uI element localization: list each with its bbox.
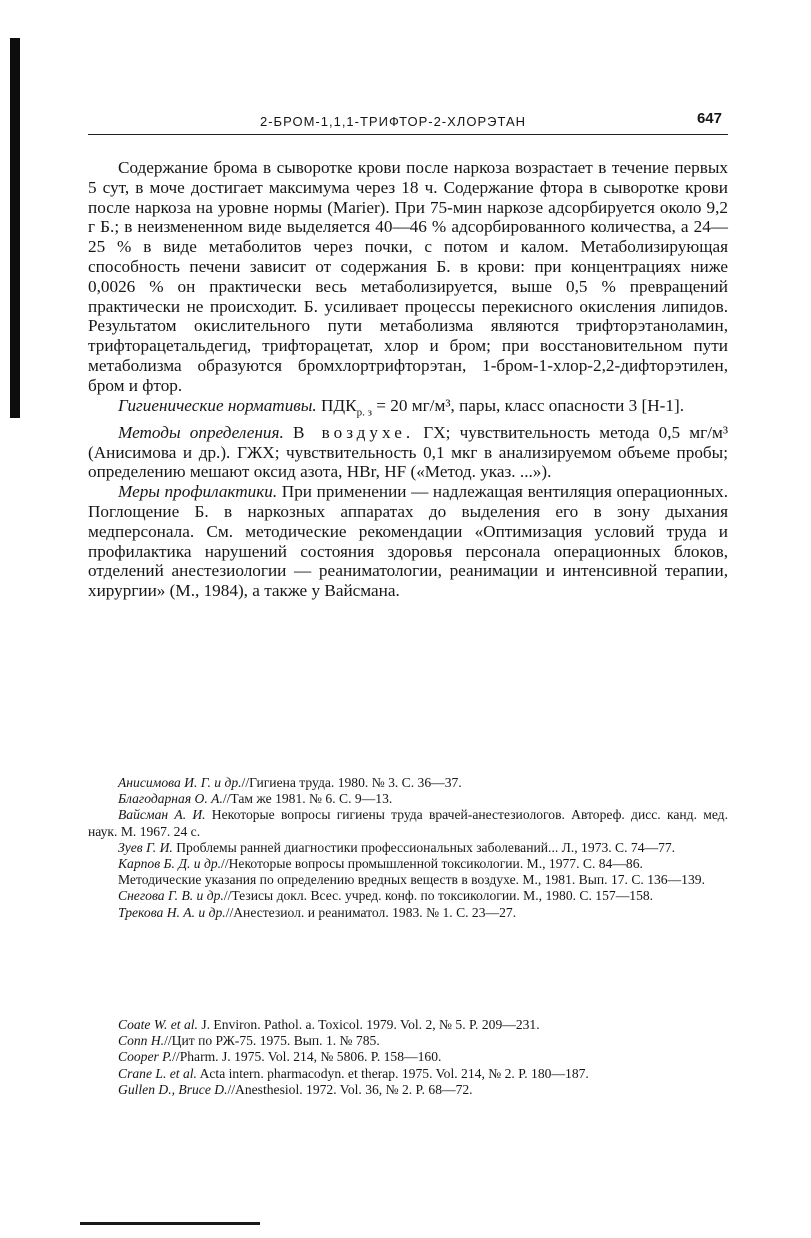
reference-text: J. Environ. Pathol. a. Toxicol. 1979. Vol. 2, № 5. P. 209—231. bbox=[197, 1017, 540, 1032]
hygiene-text: = 20 мг/м³, пары, класс опасности 3 [Н-1]. bbox=[371, 395, 685, 415]
reference-item bbox=[88, 1049, 728, 1065]
reference-author: Coate W. et al. bbox=[118, 1017, 198, 1032]
reference-item bbox=[88, 1066, 728, 1082]
reference-text: //Pharm. J. 1975. Vol. 214, № 5806. P. 158—160. bbox=[172, 1049, 442, 1065]
reference-text: //Тезисы докл. Всес. учред. конф. по токсикологии. М., 1980. С. 157—158. bbox=[223, 888, 654, 904]
reference-item bbox=[88, 856, 728, 872]
reference-item bbox=[88, 775, 728, 791]
reference-text: //Гигиена труда. 1980. № 3. С. 36—37. bbox=[241, 775, 462, 790]
prevention-paragraph bbox=[88, 482, 728, 601]
reference-author: Снегова Г. В. и др. bbox=[118, 888, 224, 904]
methods-text: ГХ; чувствительность метода 0,5 мг/м³ (Анисимова и др.). ГЖХ; чувствительность 0,1 мкг в анализируемом объеме пробы; определению мешают оксид азота, HBr, HF («Метод. указ. ...»). bbox=[88, 422, 729, 482]
reference-author: Gullen D., Bruce D. bbox=[118, 1081, 228, 1097]
reference-author: Cooper P. bbox=[118, 1049, 173, 1065]
reference-text: Проблемы ранней диагностики профессиональных заболеваний... Л., 1973. С. 74—77. bbox=[172, 839, 676, 855]
metabolism-paragraph: Содержание брома в сыворотке крови после наркоза возрастает в течение первых 5 сут, в моче достигает максимума через 18 ч. Содержание фтора в сыворотке крови после наркоза на уровне нормы (Marier). При 75-мин наркозе адсорбируется около 9,2 г Б.; в неизмененном виде выделяется 40—46 % адсорбированного количества, а 24—25 % в виде метаболитов через почки, с потом и калом. Метаболизирующая способность печени зависит от содержания Б. в крови: при концентрациях ниже 0,0026 % он практически весь метаболизируется, выше 0,5 % превращений практически не происходит. Б. усиливает процессы перекисного окисления липидов. Результатом окислительного пути метаболизма являются трифторэтаноламин, трифторацетальдегид, трифторацетат, хлор и бром; при восстановительном пути метаболизма образуются бромхлортрифторэтан, 1-бром-1-хлор-2,2-дифторэтилен, бром и фтор. bbox=[88, 158, 728, 395]
reference-author: Conn H. bbox=[118, 1033, 165, 1049]
running-head: 2-БРОМ-1,1,1-ТРИФТОР-2-ХЛОРЭТАН bbox=[260, 114, 527, 129]
methods-medium: В воздухе. bbox=[292, 422, 415, 442]
reference-item bbox=[88, 807, 728, 839]
reference-text: //Anesthesiol. 1972. Vol. 36, № 2. P. 68—72. bbox=[227, 1081, 473, 1097]
scan-bottom-mark bbox=[80, 1222, 260, 1225]
reference-author: Вайсман А. И. bbox=[118, 807, 206, 823]
reference-text: //Некоторые вопросы промышленной токсикологии. М., 1977. С. 84—86. bbox=[221, 856, 643, 872]
page-header bbox=[88, 110, 728, 135]
reference-author: Трекова Н. А. и др. bbox=[118, 904, 226, 920]
reference-text: Некоторые вопросы гигиены труда врачей-анестезиологов. Автореф. дисс. канд. мед. наук. М. 1967. 24 с. bbox=[88, 807, 728, 839]
hygiene-rubric: Гигиенические нормативы. bbox=[118, 395, 317, 415]
reference-author: Crane L. et al. bbox=[118, 1065, 197, 1081]
references-russian bbox=[88, 775, 728, 921]
reference-text: Методические указания по определению вредных веществ в воздухе. М., 1981. Вып. 17. С. 136—139. bbox=[118, 872, 705, 888]
reference-item bbox=[88, 1082, 728, 1098]
article-body bbox=[88, 158, 728, 601]
reference-item bbox=[88, 840, 728, 856]
prevention-text: При применении — надлежащая вентиляция операционных. Поглощение Б. в наркозных аппаратах до выделения его в зону дыхания медперсонала. См. методические рекомендации «Оптимизация условий труда и профилактика нарушений состояния здоровья персонала операционных блоков, отделений анестезиологии — реаниматологии, реанимации и интенсивной терапии, хирургии» (М., 1984), а также у Вайсмана. bbox=[88, 482, 728, 601]
reference-item bbox=[88, 1017, 728, 1033]
hygiene-paragraph bbox=[88, 396, 728, 423]
prevention-rubric: Меры профилактики. bbox=[118, 482, 278, 502]
methods-rubric: Методы определения. bbox=[118, 422, 284, 442]
scan-edge-mark bbox=[10, 38, 20, 418]
reference-author: Зуев Г. И. bbox=[118, 839, 173, 855]
reference-text: //Там же 1981. № 6. С. 9—13. bbox=[222, 791, 393, 807]
methods-paragraph bbox=[88, 423, 728, 482]
reference-item bbox=[88, 888, 728, 904]
references-foreign bbox=[88, 1017, 728, 1098]
reference-author: Анисимова И. Г. и др. bbox=[118, 775, 242, 790]
reference-item bbox=[88, 1033, 728, 1049]
pdk-subscript: р. з bbox=[356, 406, 372, 418]
reference-text: Acta intern. pharmacodyn. et therap. 1975. Vol. 214, № 2. P. 180—187. bbox=[196, 1065, 589, 1081]
reference-text: //Цит по РЖ-75. 1975. Вып. 1. № 785. bbox=[164, 1033, 380, 1049]
reference-author: Благодарная О. А. bbox=[118, 791, 223, 807]
reference-item bbox=[88, 905, 728, 921]
reference-text: //Анестезиол. и реаниматол. 1983. № 1. С. 23—27. bbox=[225, 904, 517, 920]
reference-author: Карпов Б. Д. и др. bbox=[118, 856, 222, 872]
reference-item bbox=[88, 791, 728, 807]
page-number: 647 bbox=[696, 110, 722, 127]
reference-item bbox=[88, 872, 728, 888]
pdk-label: ПДК bbox=[321, 395, 357, 415]
